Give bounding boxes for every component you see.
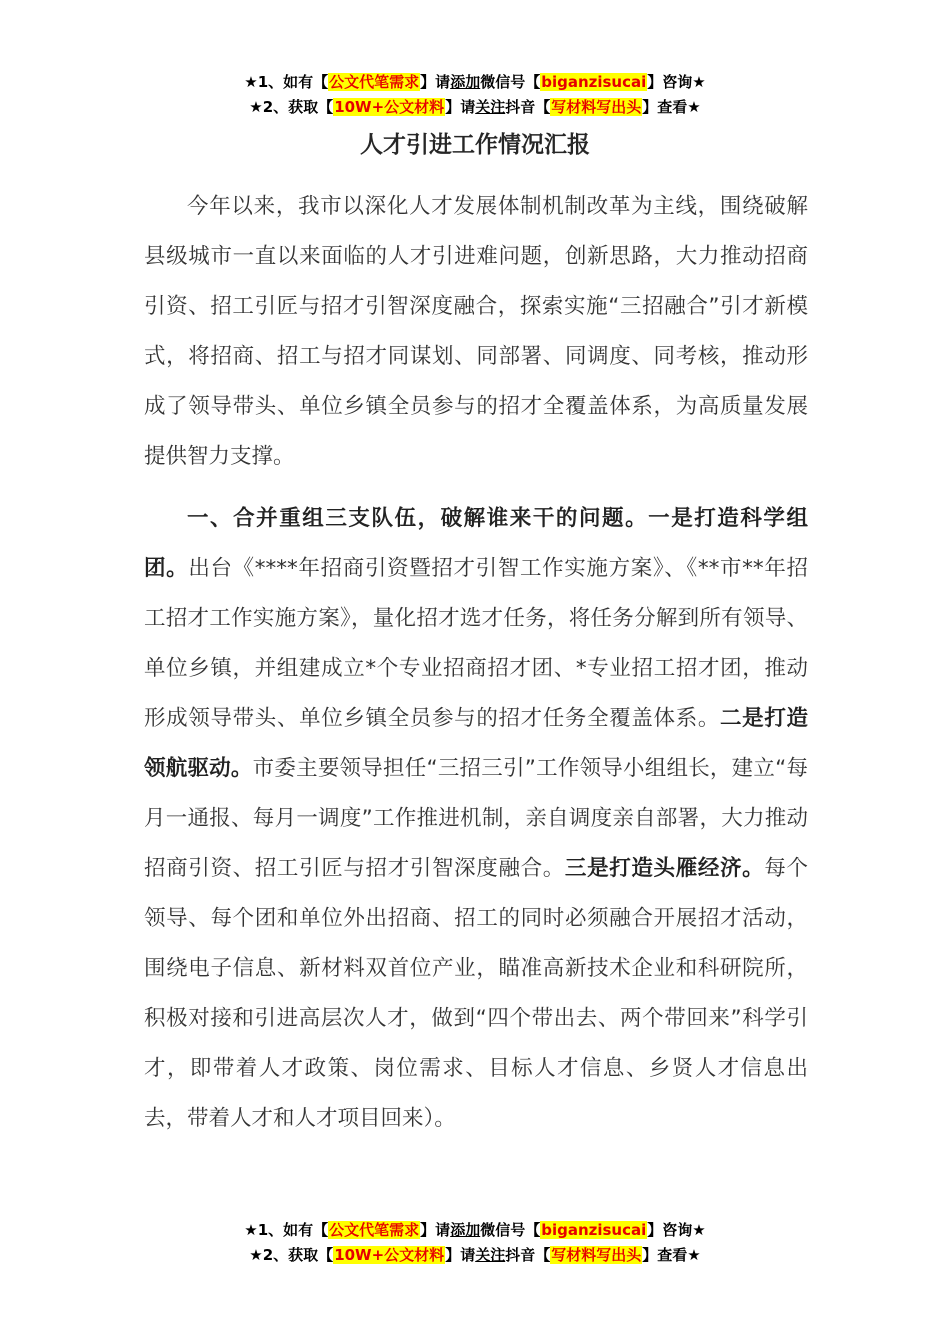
banner-text: 】请	[420, 1221, 451, 1239]
banner-highlight: 10W+公文材料	[334, 1246, 445, 1264]
banner-line-1	[0, 70, 950, 95]
banner-highlight: biganzisucai	[541, 73, 647, 91]
banner-text: 】查看★	[642, 98, 701, 116]
banner-text: 】咨询★	[647, 73, 706, 91]
banner-underlined: 关注	[475, 1246, 506, 1264]
banner-text: 抖音【	[505, 1246, 551, 1264]
banner-line-2	[0, 95, 950, 120]
intro-paragraph: 今年以来，我市以深化人才发展体制机制改革为主线，围绕破解县级城市一直以来面临的人才引进难问题，创新思路，大力推动招商引资、招工引匠与招才引智深度融合，探索实施“三招融合”引才新模式，将招商、招工与招才同谋划、同部署、同调度、同考核，推动形成了领导带头、单位乡镇全员参与的招才全覆盖体系，为高质量发展提供智力支撑。	[144, 194, 808, 469]
banner-underlined: 关注	[475, 98, 506, 116]
point-1-title: 一是打造科学组团。	[144, 506, 808, 581]
banner-text: ★2、获取【	[249, 98, 334, 116]
document-title: 人才引进工作情况汇报	[360, 132, 590, 158]
banner-text: 】查看★	[642, 1246, 701, 1264]
banner-text: ★2、获取【	[249, 1246, 334, 1264]
banner-highlight: 写材料写出头	[551, 98, 642, 116]
banner-highlight: 10W+公文材料	[334, 98, 445, 116]
section-1-heading: 一、合并重组三支队伍，破解谁来干的问题。	[187, 506, 649, 531]
document-body	[144, 182, 808, 1144]
section-1-paragraph	[144, 494, 808, 1144]
point-2-title: 二是打造领航驱动。	[144, 706, 808, 781]
banner-text: 】咨询★	[647, 1221, 706, 1239]
banner-underlined: 添加	[450, 1221, 481, 1239]
banner-text: 微信号【	[480, 1221, 541, 1239]
banner-text: 】请	[445, 1246, 476, 1264]
point-3-title: 三是打造头雁经济。	[564, 856, 765, 881]
banner-text: 】请	[420, 73, 451, 91]
banner-underlined: 添加	[450, 73, 481, 91]
point-2-text: 市委主要领导担任“三招三引”工作领导小组组长，建立“每月一通报、每月一调度”工作推进机制，亲自调度亲自部署，大力推动招商引资、招工引匠与招才引智深度融合。	[144, 756, 808, 881]
banner-text: 】请	[445, 98, 476, 116]
top-banner	[0, 70, 950, 120]
banner-text: 微信号【	[480, 73, 541, 91]
point-1-text: 出台《****年招商引资暨招才引智工作实施方案》、《**市**年招工招才工作实施方案》，量化招才选才任务，将任务分解到所有领导、单位乡镇，并组建成立*个专业招商招才团、*专业招工招才团，推动形成领导带头、单位乡镇全员参与的招才任务全覆盖体系。	[144, 556, 808, 731]
banner-text: ★1、如有【	[244, 73, 329, 91]
banner-text: ★1、如有【	[244, 1221, 329, 1239]
banner-highlight: 公文代笔需求	[329, 73, 420, 91]
point-3-text: 每个领导、每个团和单位外出招商、招工的同时必须融合开展招才活动，围绕电子信息、新材料双首位产业，瞄准高新技术企业和科研院所，积极对接和引进高层次人才，做到“四个带出去、两个带回来”科学引才，即带着人才政策、岗位需求、目标人才信息、乡贤人才信息出去，带着人才和人才项目回来）。	[144, 856, 808, 1131]
banner-text: 抖音【	[505, 98, 551, 116]
banner-highlight: 公文代笔需求	[329, 1221, 420, 1239]
banner-line-2	[0, 1243, 950, 1268]
banner-line-1	[0, 1218, 950, 1243]
banner-highlight: biganzisucai	[541, 1221, 647, 1239]
bottom-banner	[0, 1218, 950, 1268]
banner-highlight: 写材料写出头	[551, 1246, 642, 1264]
